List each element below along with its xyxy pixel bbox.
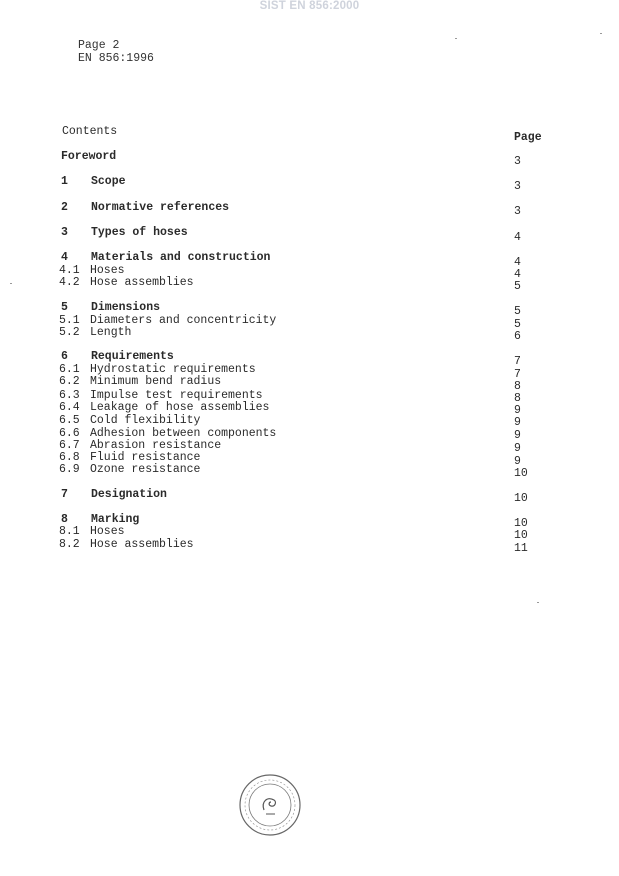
toc-entry-page: 10 bbox=[514, 517, 528, 530]
toc-entry-page: 7 bbox=[514, 355, 521, 368]
toc-entry-number: 6.1 bbox=[59, 363, 80, 376]
toc-entry-page: 9 bbox=[514, 404, 521, 417]
toc-entry-page: 10 bbox=[514, 492, 528, 505]
toc-entry-label: Hose assemblies bbox=[90, 538, 194, 551]
toc-entry-label: Materials and construction bbox=[91, 251, 271, 264]
toc-entry-page: 7 bbox=[514, 368, 521, 381]
toc-entry-page: 8 bbox=[514, 380, 521, 393]
page-column-title: Page bbox=[514, 131, 542, 144]
toc-entry-number: 8.1 bbox=[59, 525, 80, 538]
toc-entry-label: Impulse test requirements bbox=[90, 389, 263, 402]
toc-entry-number: 6.4 bbox=[59, 401, 80, 414]
toc-entry-number: 4 bbox=[61, 251, 68, 264]
toc-entry-number: 6.3 bbox=[59, 389, 80, 402]
toc-entry-label: Hydrostatic requirements bbox=[90, 363, 256, 376]
toc-entry-number: 6.8 bbox=[59, 451, 80, 464]
toc-entry-number: 8.2 bbox=[59, 538, 80, 551]
toc-entry-page: 4 bbox=[514, 231, 521, 244]
toc-entry-label: Ozone resistance bbox=[90, 463, 201, 476]
toc-entry-page: 3 bbox=[514, 155, 521, 168]
toc-entry-label: Hoses bbox=[90, 525, 125, 538]
page-number: Page 2 bbox=[78, 39, 120, 52]
toc-entry-label: Fluid resistance bbox=[90, 451, 201, 464]
toc-entry-page: 4 bbox=[514, 256, 521, 269]
contents-title: Contents bbox=[62, 125, 118, 138]
toc-entry-page: 3 bbox=[514, 180, 521, 193]
toc-entry-number: 6 bbox=[61, 350, 68, 363]
toc-entry-number: 4.1 bbox=[59, 264, 80, 277]
watermark-text: SIST EN 856:2000 bbox=[259, 0, 360, 12]
toc-entry-number: 6.6 bbox=[59, 427, 80, 440]
toc-entry-number: 5.1 bbox=[59, 314, 80, 327]
scan-speck bbox=[600, 33, 602, 34]
toc-entry-page: 9 bbox=[514, 455, 521, 468]
toc-entry-number: 6.5 bbox=[59, 414, 80, 427]
toc-entry-label: Leakage of hose assemblies bbox=[90, 401, 270, 414]
toc-entry-number: 5 bbox=[61, 301, 68, 314]
toc-entry-label: Adhesion between components bbox=[90, 427, 277, 440]
toc-entry-page: 8 bbox=[514, 392, 521, 405]
toc-entry-page: 4 bbox=[514, 268, 521, 281]
toc-entry-number: 4.2 bbox=[59, 276, 80, 289]
toc-entry-label: Requirements bbox=[91, 350, 174, 363]
toc-entry-page: 5 bbox=[514, 305, 521, 318]
toc-entry-number: 2 bbox=[61, 201, 68, 214]
toc-entry-number: 7 bbox=[61, 488, 68, 501]
toc-entry-page: 11 bbox=[514, 542, 528, 555]
toc-entry-label: Marking bbox=[91, 513, 140, 526]
page-header bbox=[78, 39, 154, 65]
toc-entry-label: Minimum bend radius bbox=[90, 375, 222, 388]
toc-entry-label: Hoses bbox=[90, 264, 125, 277]
scan-speck bbox=[10, 283, 12, 284]
toc-entry-page: 5 bbox=[514, 280, 521, 293]
toc-entry-number: 6.2 bbox=[59, 375, 80, 388]
toc-entry-page: 10 bbox=[514, 529, 528, 542]
toc-entry-page: 9 bbox=[514, 429, 521, 442]
toc-entry-page: 3 bbox=[514, 205, 521, 218]
toc-entry-number: 6.7 bbox=[59, 439, 80, 452]
toc-entry-label: Dimensions bbox=[91, 301, 161, 314]
toc-entry-page: 10 bbox=[514, 467, 528, 480]
toc-entry-number: 8 bbox=[61, 513, 68, 526]
toc-entry-label: Foreword bbox=[61, 150, 117, 163]
toc-entry-label: Length bbox=[90, 326, 132, 339]
toc-entry-number: 1 bbox=[61, 175, 68, 188]
toc-entry-label: Designation bbox=[91, 488, 167, 501]
toc-entry-page: 9 bbox=[514, 442, 521, 455]
toc-entry-label: Cold flexibility bbox=[90, 414, 201, 427]
toc-entry-label: Diameters and concentricity bbox=[90, 314, 277, 327]
official-stamp-icon bbox=[237, 772, 303, 838]
toc-entry-page: 5 bbox=[514, 318, 521, 331]
standard-id: EN 856:1996 bbox=[78, 52, 154, 65]
toc-entry-number: 5.2 bbox=[59, 326, 80, 339]
toc-entry-label: Hose assemblies bbox=[90, 276, 194, 289]
toc-entry-number: 3 bbox=[61, 226, 68, 239]
scan-speck bbox=[537, 602, 539, 603]
toc-entry-label: Normative references bbox=[91, 201, 230, 214]
toc-entry-page: 6 bbox=[514, 330, 521, 343]
toc-entry-page: 9 bbox=[514, 416, 521, 429]
toc-entry-label: Scope bbox=[91, 175, 126, 188]
toc-entry-label: Abrasion resistance bbox=[90, 439, 222, 452]
toc-entry-number: 6.9 bbox=[59, 463, 80, 476]
toc-entry-label: Types of hoses bbox=[91, 226, 188, 239]
scan-speck bbox=[455, 38, 457, 39]
